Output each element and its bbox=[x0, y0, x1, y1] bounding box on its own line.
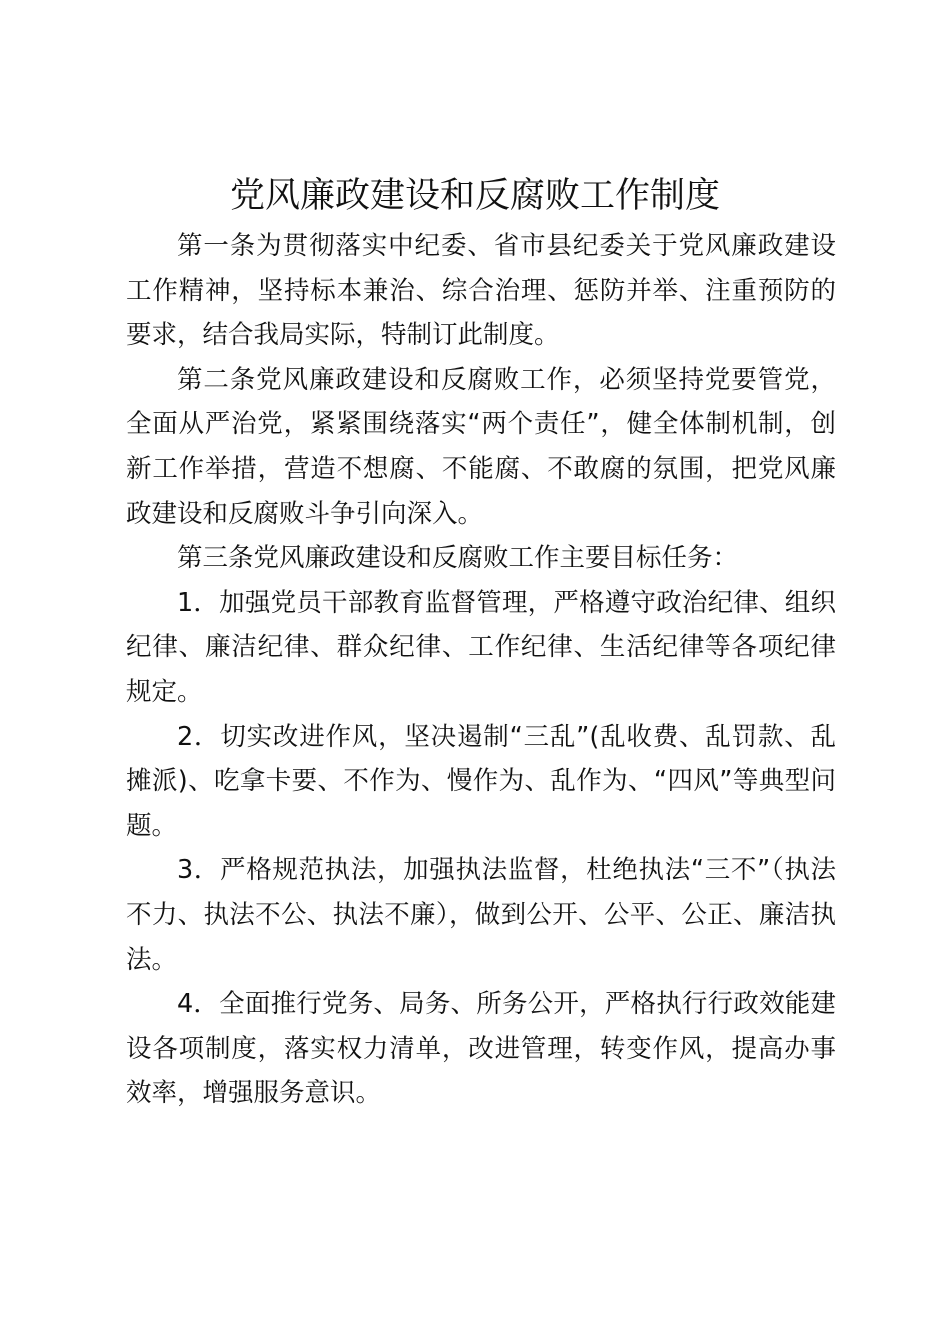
document-title: 党风廉政建设和反腐败工作制度 bbox=[229, 176, 720, 216]
paragraph-item-3: 3．严格规范执法，加强执法监督，杜绝执法“三不”（执法不力、执法不公、执法不廉），做到公开、公平、公正、廉洁执法。 bbox=[126, 855, 836, 975]
paragraph-item-2: 2．切实改进作风，坚决遏制“三乱”(乱收费、乱罚款、乱摊派)、吃拿卡要、不作为、慢作为、乱作为、“四风”等典型问题。 bbox=[126, 721, 836, 841]
paragraph-item-1: 1．加强党员干部教育监督管理，严格遵守政治纪律、组织纪律、廉洁纪律、群众纪律、工作纪律、生活纪律等各项纪律规定。 bbox=[126, 587, 836, 707]
paragraph-article-2: 第二条党风廉政建设和反腐败工作，必须坚持党要管党，全面从严治党，紧紧围绕落实“两个责任”，健全体制机制，创新工作举措，营造不想腐、不能腐、不敢腐的氛围，把党风廉政建设和反腐败斗争引向深入。 bbox=[126, 364, 836, 529]
document-body bbox=[126, 224, 836, 1116]
paragraph-article-3: 第三条党风廉政建设和反腐败工作主要目标任务： bbox=[177, 543, 739, 574]
paragraph-item-4: 4．全面推行党务、局务、所务公开，严格执行行政效能建设各项制度，落实权力清单，改进管理，转变作风，提高办事效率，增强服务意识。 bbox=[126, 989, 836, 1109]
paragraph-article-1: 第一条为贯彻落实中纪委、省市县纪委关于党风廉政建设工作精神，坚持标本兼治、综合治理、惩防并举、注重预防的要求，结合我局实际，特制订此制度。 bbox=[126, 231, 836, 351]
